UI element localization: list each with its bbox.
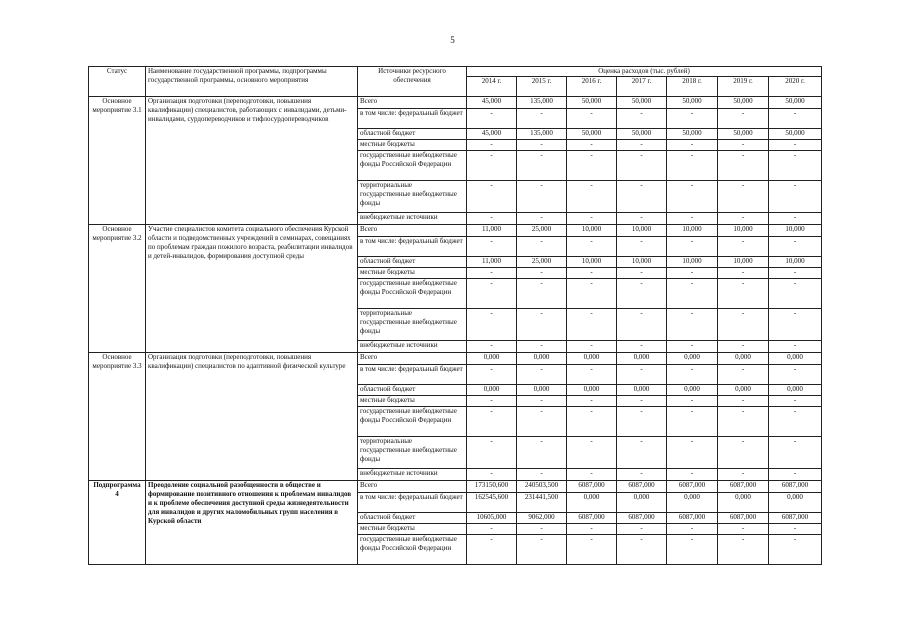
expense-value: - (517, 151, 567, 181)
expense-value: - (667, 309, 718, 341)
expense-value: - (567, 535, 617, 565)
expense-value: - (517, 535, 567, 565)
expense-value: - (517, 213, 567, 225)
expense-value: - (718, 268, 769, 279)
expense-value: 173150,600 (467, 481, 517, 493)
funding-source: государственные внебюджетные фонды Российской Федерации (358, 535, 467, 565)
expense-value: - (467, 109, 517, 129)
expense-value: - (617, 341, 667, 353)
expense-value: - (718, 524, 769, 535)
expense-value: - (567, 279, 617, 309)
expense-value: - (567, 309, 617, 341)
expense-value: - (667, 237, 718, 257)
expense-value: - (517, 237, 567, 257)
expense-value: 50,000 (567, 129, 617, 140)
funding-source: государственные внебюджетные фонды Российской Федерации (358, 407, 467, 437)
expense-value: 9062,000 (517, 513, 567, 524)
funding-source: государственные внебюджетные фонды Российской Федерации (358, 151, 467, 181)
expense-value: - (517, 309, 567, 341)
expense-value: - (718, 213, 769, 225)
expense-value: - (718, 535, 769, 565)
expense-value: - (517, 396, 567, 407)
expense-value: - (667, 535, 718, 565)
expense-value: 0,000 (567, 493, 617, 513)
expense-value: - (769, 524, 822, 535)
page-number: 5 (450, 35, 455, 45)
expense-value: - (517, 140, 567, 151)
expense-value: - (718, 469, 769, 481)
expense-value: - (667, 365, 718, 385)
expense-value: - (718, 396, 769, 407)
expense-value: - (718, 309, 769, 341)
expense-value: 6087,000 (718, 481, 769, 493)
expense-value: 162545,600 (467, 493, 517, 513)
expense-value: - (517, 109, 567, 129)
expense-value: - (617, 181, 667, 213)
funding-source: Всего (358, 353, 467, 365)
expense-value: 0,000 (567, 385, 617, 396)
expense-value: - (467, 309, 517, 341)
expense-value: 45,000 (467, 129, 517, 140)
expense-value: - (667, 524, 718, 535)
expense-value: 0,000 (467, 385, 517, 396)
expense-value: 10,000 (718, 257, 769, 268)
funding-source: внебюджетные источники (358, 341, 467, 353)
expense-value: - (617, 279, 667, 309)
funding-source: Всего (358, 225, 467, 237)
header-program: Наименование государственной программы, подпрограммы государственной программы, основного мероприятия (146, 67, 358, 97)
expense-value: - (769, 279, 822, 309)
expense-value: - (617, 396, 667, 407)
expense-value: - (467, 151, 517, 181)
expense-value: 6087,000 (667, 513, 718, 524)
expense-value: - (718, 140, 769, 151)
expense-value: - (718, 237, 769, 257)
funding-source: областной бюджет (358, 513, 467, 524)
expense-value: - (567, 524, 617, 535)
expense-value: - (517, 181, 567, 213)
expense-value: - (617, 535, 667, 565)
expense-value: - (517, 279, 567, 309)
expense-value: 25,000 (517, 257, 567, 268)
header-year: 2018 г. (667, 77, 718, 97)
expense-value: - (467, 535, 517, 565)
expense-value: - (617, 140, 667, 151)
expense-value: - (667, 279, 718, 309)
expense-value: - (567, 437, 617, 469)
funding-source: областной бюджет (358, 385, 467, 396)
header-estimate: Оценка расходов (тыс. рублей) (467, 67, 822, 77)
expense-value: - (769, 309, 822, 341)
expense-value: - (667, 437, 718, 469)
expense-value: - (467, 365, 517, 385)
expense-value: 0,000 (718, 493, 769, 513)
expense-value: 240503,500 (517, 481, 567, 493)
block-status: Основное мероприятие 3.1 (89, 97, 146, 225)
expense-value: - (667, 181, 718, 213)
expense-value: 6087,000 (769, 513, 822, 524)
funding-source: в том числе: федеральный бюджет (358, 237, 467, 257)
expense-value: 25,000 (517, 225, 567, 237)
funding-source: областной бюджет (358, 257, 467, 268)
header-year: 2015 г. (517, 77, 567, 97)
block-program-name: Преодоление социальной разобщенности в обществе и формирование позитивного отношения к проблемам инвалидов и к проблеме обеспечения доступной среды жизнедеятельности для инвалидов и других маломобильных групп населения в Курской области (146, 481, 358, 565)
expense-value: - (617, 469, 667, 481)
funding-source: внебюджетные источники (358, 469, 467, 481)
funding-source: Всего (358, 97, 467, 109)
expense-value: 50,000 (769, 129, 822, 140)
expense-value: - (667, 396, 718, 407)
header-year: 2017 г. (617, 77, 667, 97)
expense-value: 10,000 (567, 225, 617, 237)
expense-value: - (517, 365, 567, 385)
expense-value: - (567, 151, 617, 181)
funding-source: в том числе: федеральный бюджет (358, 109, 467, 129)
expense-value: - (467, 407, 517, 437)
expense-value: - (467, 469, 517, 481)
expense-value: 45,000 (467, 97, 517, 109)
expense-value: - (467, 279, 517, 309)
header-year: 2016 г. (567, 77, 617, 97)
expense-value: 0,000 (718, 385, 769, 396)
funding-source: местные бюджеты (358, 268, 467, 279)
header-sources: Источники ресурсного обеспечения (358, 67, 467, 97)
expense-value: - (567, 268, 617, 279)
funding-source: территориальные государственные внебюджетные фонды (358, 181, 467, 213)
expense-value: - (467, 213, 517, 225)
expense-value: - (718, 181, 769, 213)
expense-value: - (718, 109, 769, 129)
expense-value: - (617, 407, 667, 437)
expense-value: - (769, 341, 822, 353)
expense-value: 10605,000 (467, 513, 517, 524)
block-status: Подпрограмма 4 (89, 481, 146, 565)
funding-source: в том числе: федеральный бюджет (358, 493, 467, 513)
table-row (89, 97, 822, 109)
expense-value: - (567, 396, 617, 407)
expense-value: 0,000 (517, 353, 567, 365)
funding-source: внебюджетные источники (358, 213, 467, 225)
expense-value: - (769, 365, 822, 385)
expense-value: 10,000 (769, 225, 822, 237)
expense-value: - (667, 268, 718, 279)
expense-value: 0,000 (517, 385, 567, 396)
expense-value: 50,000 (667, 97, 718, 109)
expense-value: - (617, 309, 667, 341)
expense-value: 6087,000 (769, 481, 822, 493)
header-year: 2014 г. (467, 77, 517, 97)
funding-source: территориальные государственные внебюджетные фонды (358, 309, 467, 341)
expense-value: 0,000 (617, 385, 667, 396)
expense-value: - (667, 109, 718, 129)
expense-value: - (467, 341, 517, 353)
expense-value: 50,000 (667, 129, 718, 140)
expense-value: - (718, 437, 769, 469)
table-row (89, 353, 822, 365)
expense-value: - (667, 407, 718, 437)
expense-value: 6087,000 (567, 481, 617, 493)
expense-value: 6087,000 (617, 513, 667, 524)
expense-value: - (769, 237, 822, 257)
expense-value: 231441,500 (517, 493, 567, 513)
expense-value: - (617, 524, 667, 535)
expense-value: - (567, 469, 617, 481)
expense-value: 50,000 (567, 97, 617, 109)
budget-table (88, 66, 822, 565)
expense-value: 0,000 (718, 353, 769, 365)
funding-source: местные бюджеты (358, 140, 467, 151)
expense-value: 11,000 (467, 257, 517, 268)
funding-source: местные бюджеты (358, 524, 467, 535)
expense-value: - (567, 140, 617, 151)
expense-value: 0,000 (667, 353, 718, 365)
expense-value: 0,000 (769, 385, 822, 396)
expense-value: 50,000 (718, 97, 769, 109)
expense-value: 50,000 (617, 129, 667, 140)
expense-value: - (617, 437, 667, 469)
funding-source: территориальные государственные внебюджетные фонды (358, 437, 467, 469)
expense-value: - (467, 140, 517, 151)
expense-value: 135,000 (517, 129, 567, 140)
expense-value: 0,000 (467, 353, 517, 365)
block-program-name: Участие специалистов комитета социального обеспечения Курской области и подведомственных учреждений в семинарах, совещаниях по проблемам граждан пожилого возраста, реабилитации инвалидов и детей-инвалидов, формирования доступной среды (146, 225, 358, 353)
expense-value: 10,000 (667, 257, 718, 268)
expense-value: 50,000 (718, 129, 769, 140)
block-program-name: Организация подготовки (переподготовки, повышения квалификации) специалистов по адаптивной физической культуре (146, 353, 358, 481)
expense-value: - (517, 268, 567, 279)
funding-source: государственные внебюджетные фонды Российской Федерации (358, 279, 467, 309)
funding-source: Всего (358, 481, 467, 493)
expense-value: - (617, 213, 667, 225)
expense-value: 10,000 (718, 225, 769, 237)
expense-value: - (467, 524, 517, 535)
expense-value: 0,000 (617, 353, 667, 365)
expense-value: 0,000 (617, 493, 667, 513)
expense-value: - (769, 140, 822, 151)
expense-value: - (617, 268, 667, 279)
table-row (89, 481, 822, 493)
expense-value: 135,000 (517, 97, 567, 109)
expense-value: - (617, 237, 667, 257)
expense-value: - (769, 437, 822, 469)
expense-value: - (567, 365, 617, 385)
expense-value: - (667, 213, 718, 225)
expense-value: - (718, 279, 769, 309)
expense-value: 6087,000 (718, 513, 769, 524)
expense-value: - (567, 109, 617, 129)
expense-value: - (769, 535, 822, 565)
header-status: Статус (89, 67, 146, 97)
expense-value: - (769, 109, 822, 129)
expense-value: - (567, 341, 617, 353)
block-program-name: Организация подготовки (переподготовки, повышения квалификации) специалистов, работающих с инвалидами, детьми-инвалидами, сурдопереводчиков и тифлосурдопереводчиков (146, 97, 358, 225)
expense-value: 10,000 (617, 225, 667, 237)
expense-value: - (467, 181, 517, 213)
expense-value: - (718, 341, 769, 353)
expense-value: - (567, 213, 617, 225)
expense-value: - (517, 524, 567, 535)
expense-value: 0,000 (667, 385, 718, 396)
expense-value: - (667, 140, 718, 151)
header-year: 2019 г. (718, 77, 769, 97)
funding-source: областной бюджет (358, 129, 467, 140)
expense-value: 10,000 (667, 225, 718, 237)
block-status: Основное мероприятие 3.2 (89, 225, 146, 353)
expense-value: 0,000 (769, 493, 822, 513)
expense-value: - (769, 151, 822, 181)
expense-value: - (769, 396, 822, 407)
table-row (89, 225, 822, 237)
expense-value: 6087,000 (667, 481, 718, 493)
expense-value: - (617, 151, 667, 181)
expense-value: - (517, 437, 567, 469)
expense-value: - (617, 365, 667, 385)
expense-value: - (769, 181, 822, 213)
expense-value: - (718, 365, 769, 385)
expense-value: - (467, 237, 517, 257)
expense-value: - (517, 469, 567, 481)
expense-value: - (517, 341, 567, 353)
expense-value: - (769, 268, 822, 279)
expense-value: - (667, 151, 718, 181)
expense-value: 0,000 (567, 353, 617, 365)
expense-value: - (617, 109, 667, 129)
expense-value: 6087,000 (617, 481, 667, 493)
expense-value: - (567, 407, 617, 437)
expense-value: 10,000 (567, 257, 617, 268)
expense-value: - (467, 268, 517, 279)
expense-value: - (567, 237, 617, 257)
expense-value: - (467, 437, 517, 469)
expense-value: 10,000 (617, 257, 667, 268)
expense-value: - (718, 151, 769, 181)
expense-value: - (769, 213, 822, 225)
expense-value: - (667, 341, 718, 353)
expense-value: - (567, 181, 617, 213)
expense-value: 0,000 (667, 493, 718, 513)
funding-source: в том числе: федеральный бюджет (358, 365, 467, 385)
expense-value: 0,000 (769, 353, 822, 365)
expense-value: 11,000 (467, 225, 517, 237)
expense-value: 50,000 (617, 97, 667, 109)
expense-value: - (517, 407, 567, 437)
expense-value: - (769, 469, 822, 481)
expense-value: 10,000 (769, 257, 822, 268)
expense-value: - (467, 396, 517, 407)
expense-value: - (769, 407, 822, 437)
expense-value: 50,000 (769, 97, 822, 109)
expense-value: 6087,000 (567, 513, 617, 524)
expense-value: - (667, 469, 718, 481)
header-year: 2020 г. (769, 77, 822, 97)
funding-source: местные бюджеты (358, 396, 467, 407)
block-status: Основное мероприятие 3.3 (89, 353, 146, 481)
expense-value: - (718, 407, 769, 437)
